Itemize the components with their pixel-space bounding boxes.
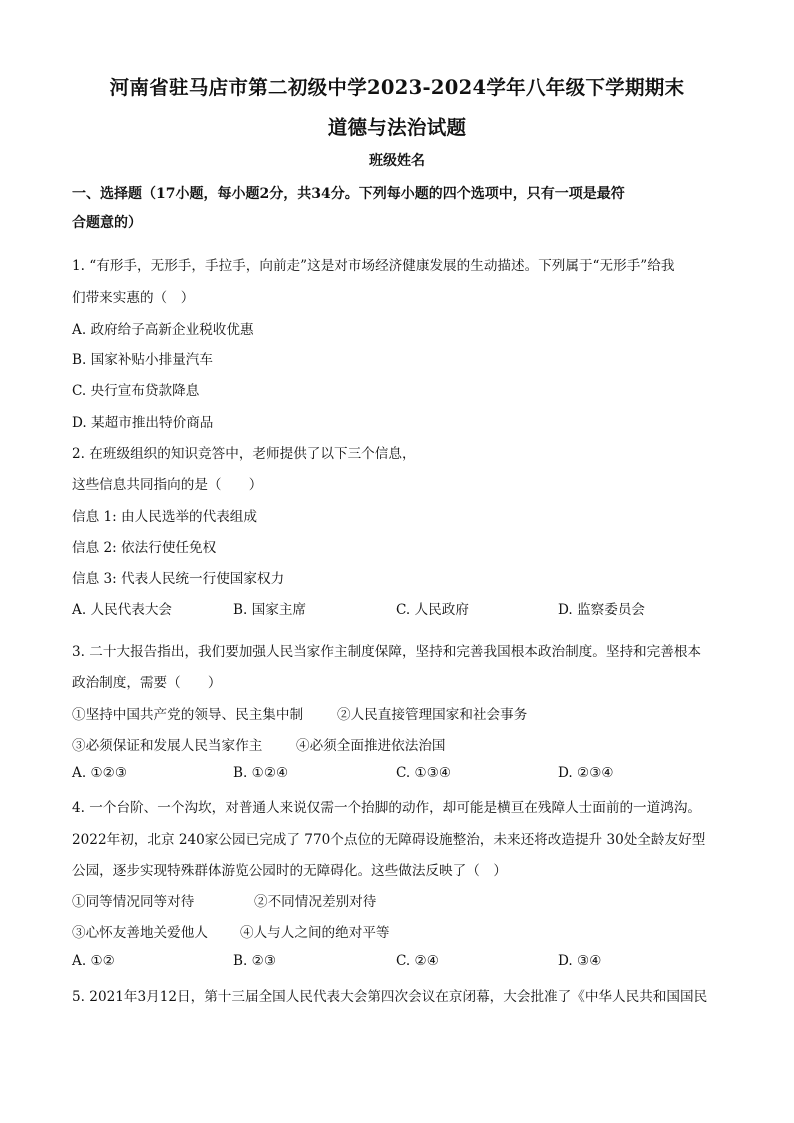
q3-item-2: ②人民直接管理国家和社会事务 bbox=[337, 707, 528, 723]
q4-stem-line2: 2022年初，北京 240家公园已完成了 770个点位的无障碍设施整治，未来还将改造提升 30处全龄友好型 bbox=[72, 832, 706, 848]
q2-info-1: 信息 1: 由人民选举的代表组成 bbox=[72, 509, 257, 525]
q3-stem-line2: 政治制度，需要（ ） bbox=[72, 675, 222, 691]
q4-option-b: B. ②③ bbox=[233, 953, 277, 969]
exam-title-line1: 河南省驻马店市第二初级中学2023-2024学年八年级下学期期末 bbox=[109, 76, 685, 99]
q2-option-a: A. 人民代表大会 bbox=[72, 602, 173, 618]
q3-option-a: A. ①②③ bbox=[72, 765, 128, 781]
q1-option-c: C. 央行宣布贷款降息 bbox=[72, 383, 200, 399]
q4-stem-line1: 4. 一个台阶、一个沟坎，对普通人来说仅需一个抬脚的动作，却可能是横亘在残障人士面前的一道鸿沟。 bbox=[72, 800, 702, 816]
q3-option-b: B. ①②④ bbox=[233, 765, 289, 781]
q4-item-2: ②不同情况差别对待 bbox=[254, 894, 377, 910]
q4-option-d: D. ③④ bbox=[558, 953, 602, 969]
q2-option-b: B. 国家主席 bbox=[233, 602, 307, 618]
q2-stem-line1: 2. 在班级组织的知识竞答中，老师提供了以下三个信息， bbox=[72, 446, 416, 462]
q2-info-2: 信息 2: 依法行使任免权 bbox=[72, 540, 217, 556]
q2-option-c: C. 人民政府 bbox=[396, 602, 469, 618]
section-heading-line1: 一、选择题（17小题，每小题2分，共34分。下列每小题的四个选项中，只有一项是最符 bbox=[72, 186, 625, 202]
q1-option-a: A. 政府给子高新企业税收优惠 bbox=[72, 322, 254, 338]
section-heading-line2: 合题意的） bbox=[72, 215, 142, 231]
q2-option-d: D. 监察委员会 bbox=[558, 602, 646, 618]
q1-option-d: D. 某超市推出特价商品 bbox=[72, 415, 214, 431]
q1-option-b: B. 国家补贴小排量汽车 bbox=[72, 352, 213, 368]
q5-stem-line1: 5. 2021年3月12日，第十三届全国人民代表大会第四次会议在京闭幕，大会批准了《中华人民共和国国民 bbox=[72, 989, 708, 1005]
q4-option-c: C. ②④ bbox=[396, 953, 439, 969]
q3-item-4: ④必须全面推进依法治国 bbox=[296, 738, 446, 754]
q4-item-1: ①同等情况同等对待 bbox=[72, 894, 195, 910]
q3-option-c: C. ①③④ bbox=[396, 765, 452, 781]
q3-item-1: ①坚持中国共产党的领导、民主集中制 bbox=[72, 707, 304, 723]
q2-stem-line2: 这些信息共同指向的是（ ） bbox=[72, 477, 263, 493]
q3-option-d: D. ②③④ bbox=[558, 765, 614, 781]
exam-title-line2: 道德与法治试题 bbox=[327, 116, 467, 139]
q2-info-3: 信息 3: 代表人民统一行使国家权力 bbox=[72, 571, 285, 587]
class-name-label: 班级姓名 bbox=[369, 153, 425, 169]
q3-stem-line1: 3. 二十大报告指出，我们要加强人民当家作主制度保障，坚持和完善我国根本政治制度。坚持和完善根本 bbox=[72, 644, 702, 660]
q1-stem-line1: 1. “有形手，无形手，手拉手，向前走”这是对市场经济健康发展的生动描述。下列属于“无形手”给我 bbox=[72, 258, 675, 274]
q4-stem-line3: 公园，逐步实现特殊群体游览公园时的无障碍化。这些做法反映了（ ） bbox=[72, 863, 507, 879]
q4-option-a: A. ①② bbox=[72, 953, 115, 969]
q4-item-4: ④人与人之间的绝对平等 bbox=[240, 925, 390, 941]
q4-item-3: ③心怀友善地关爱他人 bbox=[72, 925, 208, 941]
q3-item-3: ③必须保证和发展人民当家作主 bbox=[72, 738, 263, 754]
q1-stem-line2: 们带来实惠的（ ） bbox=[72, 290, 195, 306]
